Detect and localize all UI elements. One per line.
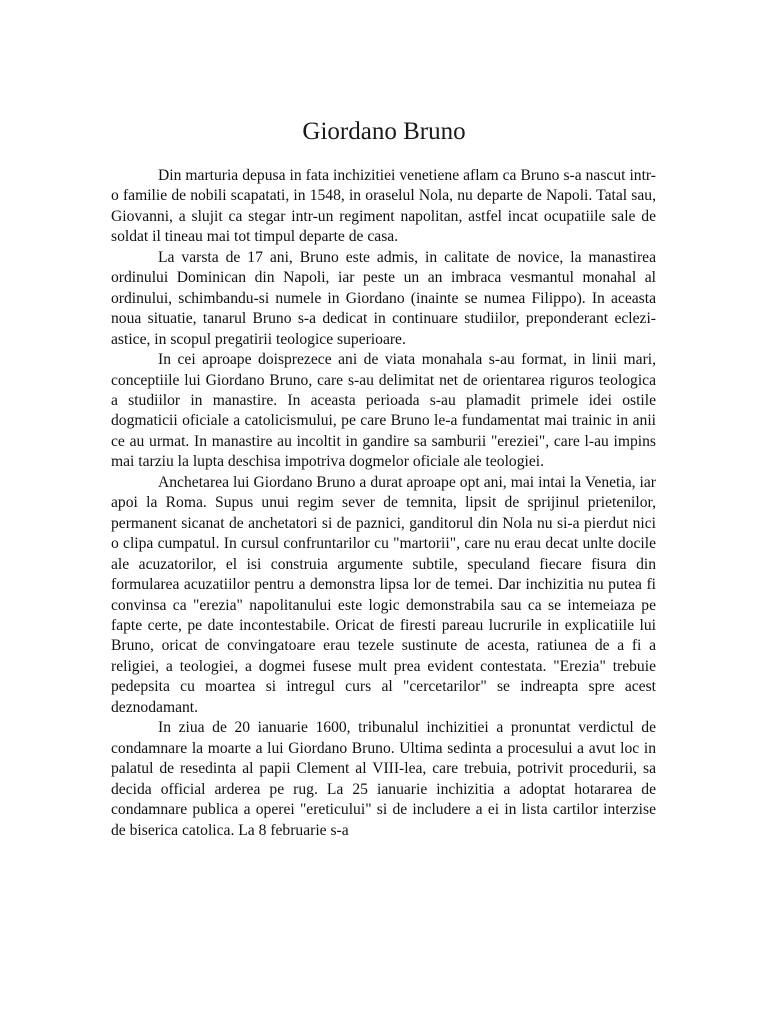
document-title: Giordano Bruno <box>302 118 466 145</box>
paragraph-3: In cei aproape doisprezece ani de viata monahala s-au format, in linii mari, conceptiile lui Giordano Bruno, care s-au delimitat net de orientarea riguros teologica a studiilor in manastire. In aceasta perioada s-au plamadit primele idei ostile dogmaticii oficiale a catolicismului, pe care Bruno le-a fundamentat mai trainic in anii ce au urmat. In manastire au incoltit in gandire sa samburii "ereziei", care l-au impins mai tarziu la lupta deschisa impotriva dogmelor oficiale ale teologiei. <box>111 351 656 471</box>
document-body <box>111 166 656 841</box>
paragraph-1: Din marturia depusa in fata inchizitiei venetiene aflam ca Bruno s-a nascut intr-o familie de nobili scapatati, in 1548, in oraselul Nola, nu departe de Napoli. Tatal sau, Giovanni, a slujit ca stegar intr-un regiment napolitan, astfel incat ocupatiile sale de soldat il tineau mai tot timpul departe de casa. <box>111 167 656 246</box>
paragraph-4: Anchetarea lui Giordano Bruno a durat aproape opt ani, mai intai la Venetia, iar apoi la Roma. Supus unui regim sever de temnita, lipsit de sprijinul prietenilor, permanent sicanat de anchetatori si de paznici, ganditorul din Nola nu si-a pierdut nici o clipa cumpatul. In cursul confruntarilor cu "martorii", care nu erau decat unlte docile ale acuzatorilor, el isi construia argumente subtile, speculand fiecare fisura din formularea acuzatiilor pentru a demonstra lipsa lor de temei. Dar inchizitia nu putea fi convinsa ca "erezia" napolitanului este logic demonstrabila sau ca se intemeiaza pe fapte certe, pe date incontestabile. Oricat de firesti pareau lucrurile in explicatiile lui Bruno, oricat de convingatoare erau tezele sustinute de acesta, ratiunea de a fi a religiei, a teologiei, a dogmei fusese mult prea evident contestata. "Erezia" trebuie pedepsita cu moartea si intregul curs al "cercetarilor" se indreapta spre acest deznodamant. <box>111 473 656 716</box>
paragraph-2: La varsta de 17 ani, Bruno este admis, in calitate de novice, la manastirea ordinului Dominican din Napoli, iar peste un an imbraca vesmantul monahal al ordinului, schimbandu-si numele in Giordano (inainte se numea Filippo). In aceasta noua situatie, tanarul Bruno s-a dedicat in continuare studiilor, preponderant ecleziastice, in scopul pregatirii teologice superioare. <box>111 248 656 348</box>
paragraph-5: In ziua de 20 ianuarie 1600, tribunalul inchizitiei a pronuntat verdictul de condamnare la moarte a lui Giordano Bruno. Ultima sedinta a procesului a avut loc in palatul de resedinta al papii Clement al VIII-lea, care trebuia, potrivit procedurii, sa decida official arderea pe rug. La 25 ianuarie inchizitia a adoptat hotararea de condamnare publica a operei "ereticului" si de includere a ei in lista cartilor interzise de biserica catolica. La 8 februarie s-a <box>111 719 656 839</box>
